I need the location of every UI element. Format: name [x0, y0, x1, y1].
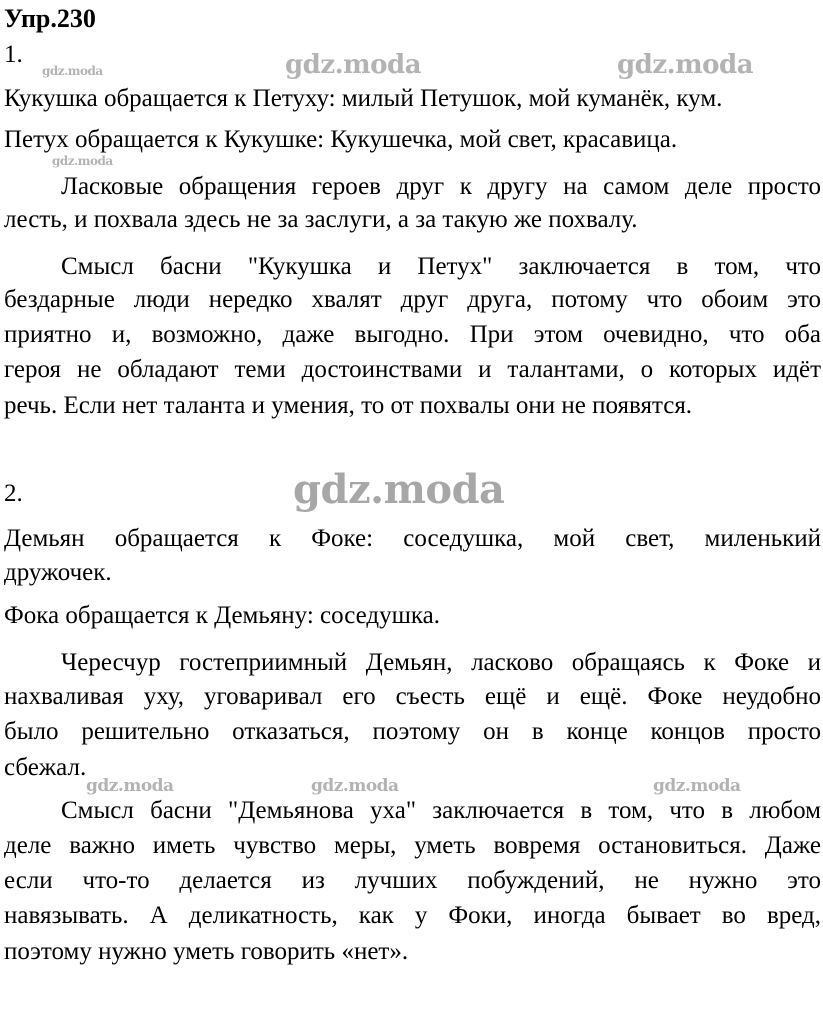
page-title: Упр.230: [4, 4, 96, 33]
section-1-line: бездарные люди нередко хвалят друг друга, потому что обоим это: [4, 286, 821, 313]
watermark-small: gdz.moda: [86, 776, 174, 796]
section-2-line: поэтому нужно уметь говорить «нет».: [4, 938, 409, 965]
watermark-small: gdz.moda: [42, 64, 103, 78]
watermark-medium: gdz.moda: [617, 50, 754, 80]
section-1-line: приятно и, возможно, даже выгодно. При этом очевидно, что оба: [4, 321, 821, 348]
watermark-large: gdz.moda: [293, 466, 505, 513]
section-2-line: Чересчур гостеприимный Демьян, ласково обращаясь к Фоке и: [61, 649, 821, 676]
section-2-number: 2.: [4, 480, 23, 507]
section-1-line: речь. Если нет таланта и умения, то от похвалы они не появятся.: [4, 392, 693, 419]
section-1-line: лесть, и похвала здесь не за заслуги, а за такую же похвалу.: [4, 206, 638, 233]
section-1-line: Петух обращается к Кукушке: Кукушечка, мой свет, красавица.: [4, 126, 678, 153]
section-1-line: Кукушка обращается к Петуху: милый Петушок, мой куманёк, кум.: [4, 85, 723, 112]
section-1-line: героя не обладают теми достоинствами и талантами, о которых идёт: [4, 356, 821, 383]
section-2-line: навязывать. А деликатность, как у Фоки, иногда бывает во вред,: [4, 902, 821, 929]
section-2-line: если что-то делается из лучших побуждений, не нужно это: [4, 867, 821, 894]
section-2-line: Фока обращается к Демьяну: соседушка.: [4, 602, 440, 629]
watermark-small: gdz.moda: [653, 776, 741, 796]
section-1-line: Ласковые обращения героев друг к другу на самом деле просто: [61, 173, 821, 200]
watermark-small: gdz.moda: [311, 776, 399, 796]
section-2-line: деле важно иметь чувство меры, уметь вовремя остановиться. Даже: [4, 832, 821, 859]
section-2-line: дружочек.: [4, 559, 112, 586]
watermark-medium: gdz.moda: [285, 50, 422, 80]
section-1-number: 1.: [4, 41, 23, 68]
section-2-line: нахваливая уху, уговаривал его съесть ещё и ещё. Фоке неудобно: [4, 683, 821, 710]
section-2-line: сбежал.: [4, 754, 87, 781]
section-2-line: Демьян обращается к Фоке: соседушка, мой свет, миленький: [4, 525, 821, 552]
section-2-line: было решительно отказаться, поэтому он в конце концов просто: [4, 718, 821, 745]
watermark-small: gdz.moda: [52, 154, 113, 168]
section-2-line: Смысл басни "Демьянова уха" заключается в том, что в любом: [61, 797, 821, 824]
section-1-line: Смысл басни "Кукушка и Петух" заключается в том, что: [61, 253, 821, 280]
